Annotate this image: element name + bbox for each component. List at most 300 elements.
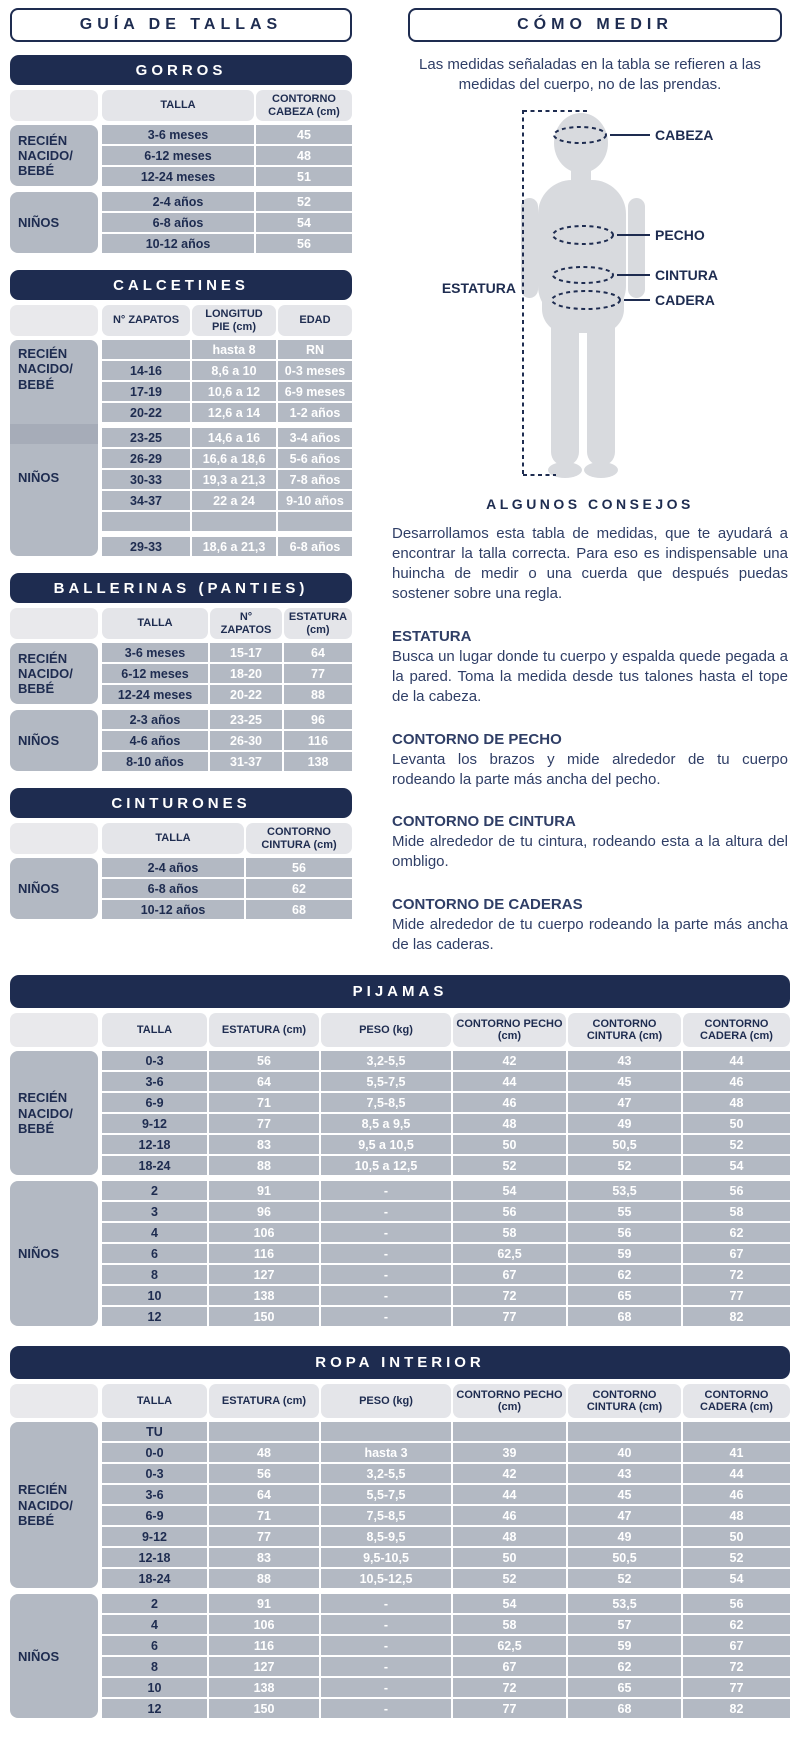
table-header-row (10, 1013, 790, 1047)
section-header: PIJAMAS (10, 975, 790, 1008)
table-cell: 29-33 (102, 537, 190, 556)
group-label: RECIÉN NACIDO/ BEBÉ (10, 1422, 98, 1588)
column-header: TALLA (102, 608, 208, 639)
column-header: CONTORNO PECHO (cm) (453, 1013, 566, 1047)
header-cells (102, 1384, 790, 1418)
table-cell: 67 (453, 1265, 566, 1284)
table-body (10, 1051, 790, 1326)
table-row (102, 1548, 790, 1567)
table-cell: 2-4 años (102, 192, 254, 211)
cabeza-label: CABEZA (655, 127, 714, 143)
table-cell: 5,5-7,5 (321, 1072, 451, 1091)
table-cell: 2-3 años (102, 710, 208, 729)
tips-block (390, 496, 790, 955)
table-cell: 6 (102, 1244, 207, 1263)
table-rows-column (102, 340, 352, 556)
table-cell: 116 (284, 731, 352, 750)
column-header: ESTATURA (cm) (209, 1384, 319, 1418)
table-cell: 23-25 (102, 428, 190, 447)
tips-title: ALGUNOS CONSEJOS (486, 496, 694, 512)
section-header: GORROS (10, 55, 352, 85)
column-header: CONTORNO CADERA (cm) (683, 1013, 790, 1047)
table-row (102, 491, 352, 510)
table-cell: 7,5-8,5 (321, 1093, 451, 1112)
column-header: N° ZAPATOS (210, 608, 282, 639)
table-header-row (10, 1384, 790, 1418)
column-header: LONGITUD PIE (cm) (192, 305, 276, 336)
table-cell: - (321, 1657, 451, 1676)
table-cell: 3 (102, 1202, 207, 1221)
table-row (102, 537, 352, 556)
table-cell: 10 (102, 1286, 207, 1305)
table-cell: 77 (683, 1286, 790, 1305)
table-row (102, 1527, 790, 1546)
column-header: TALLA (102, 1013, 207, 1047)
table-cell: 18-24 (102, 1569, 207, 1588)
table-cell: 47 (568, 1093, 681, 1112)
table-cell: 50 (453, 1135, 566, 1154)
table-row (102, 664, 352, 683)
table-cell: 12 (102, 1699, 207, 1718)
header-cells (102, 1013, 790, 1047)
table-cell: 6-9 (102, 1093, 207, 1112)
table-cell: 5-6 años (278, 449, 352, 468)
right-column (390, 8, 790, 955)
table-cell: 77 (209, 1114, 319, 1133)
how-to-measure-title: CÓMO MEDIR (408, 8, 782, 42)
table-row (102, 1114, 790, 1133)
cintura-label: CINTURA (655, 267, 718, 283)
table-row (102, 361, 352, 380)
table-cell: 57 (568, 1615, 681, 1634)
table-cell: 39 (453, 1443, 566, 1462)
table-cell: 58 (453, 1615, 566, 1634)
tip-text: Levanta los brazos y mide alrededor de tu cuerpo rodeando la parte más ancha del pecho. (392, 750, 788, 788)
table-cell: 54 (453, 1181, 566, 1200)
header-spacer (10, 90, 98, 121)
table-row (102, 213, 352, 232)
table-row (102, 1223, 790, 1242)
table-cell: 62,5 (453, 1244, 566, 1263)
group-label: NIÑOS (10, 858, 98, 919)
table-cell: 150 (209, 1307, 319, 1326)
table-cell: 26-30 (210, 731, 282, 750)
table-row (102, 1307, 790, 1326)
column-header: CONTORNO CINTURA (cm) (568, 1013, 681, 1047)
table-cell: 9-10 años (278, 491, 352, 510)
table-cell: 50 (453, 1548, 566, 1567)
table-cell: 127 (209, 1657, 319, 1676)
table-cell: 44 (683, 1464, 790, 1483)
table-cell: 2 (102, 1594, 207, 1613)
table-row (102, 512, 352, 531)
table-cell: 7,5-8,5 (321, 1506, 451, 1525)
table-cell: 6-8 años (278, 537, 352, 556)
table-row (102, 1464, 790, 1483)
table-cell: 10-12 años (102, 234, 254, 253)
table-cell: 150 (209, 1699, 319, 1718)
column-header: CONTORNO CABEZA (cm) (256, 90, 352, 121)
table-row (102, 879, 352, 898)
table-cell: 3-4 años (278, 428, 352, 447)
table-row (102, 340, 352, 359)
table-cell: - (321, 1699, 451, 1718)
table-cell: 43 (568, 1051, 681, 1070)
table-cell: 62,5 (453, 1636, 566, 1655)
table-row (102, 1506, 790, 1525)
left-column (10, 8, 352, 955)
table-row (102, 1422, 790, 1441)
measure-sections (390, 628, 790, 955)
table-ropa (10, 1346, 790, 1718)
table-cell: 56 (683, 1181, 790, 1200)
table-row (102, 167, 352, 186)
table-cell: 58 (683, 1202, 790, 1221)
row-block (102, 1181, 790, 1326)
section-header: ROPA INTERIOR (10, 1346, 790, 1379)
table-cell: 10 (102, 1678, 207, 1697)
group-label-joined (10, 340, 98, 556)
table-cell: 12 (102, 1307, 207, 1326)
table-cell: 96 (284, 710, 352, 729)
table-cell: 50 (683, 1527, 790, 1546)
table-row (102, 192, 352, 211)
header-spacer (10, 1013, 98, 1047)
column-header: CONTORNO PECHO (cm) (453, 1384, 566, 1418)
tip-text: Busca un lugar donde tu cuerpo y espalda quede pegada a la pared. Toma la medida desde tus talones hasta el tope de la cabeza. (392, 647, 788, 705)
cadera-label: CADERA (655, 292, 715, 308)
header-cells (102, 823, 352, 854)
group-label: NIÑOS (10, 1594, 98, 1718)
header-spacer (10, 1384, 98, 1418)
table-cell: 48 (256, 146, 352, 165)
table-cell: 67 (453, 1657, 566, 1676)
table-row (102, 1072, 790, 1091)
table-cell: 46 (683, 1485, 790, 1504)
table-cell: 72 (453, 1286, 566, 1305)
estatura-label: ESTATURA (441, 280, 516, 296)
table-cell: 52 (683, 1135, 790, 1154)
table-group (10, 858, 352, 919)
table-cell: 48 (209, 1443, 319, 1462)
full-tables (10, 975, 790, 1718)
table-cell: 53,5 (568, 1181, 681, 1200)
table-cell: 42 (453, 1051, 566, 1070)
table-cell: 52 (256, 192, 352, 211)
column-header: CONTORNO CADERA (cm) (683, 1384, 790, 1418)
table-cell: 56 (568, 1223, 681, 1242)
table-cell: 4 (102, 1223, 207, 1242)
table-cell: 8 (102, 1657, 207, 1676)
table-row (102, 710, 352, 729)
table-cell: 8 (102, 1265, 207, 1284)
table-header-row (10, 608, 352, 639)
tips-intro: Desarrollamos esta tabla de medidas, que te ayudará a encontrar la talla correcta. Para eso es indispensable una huincha de medir o una cuerda que después puedas sostener sobre una regla. (392, 525, 788, 602)
table-cell: 54 (256, 213, 352, 232)
table-cell: 116 (209, 1244, 319, 1263)
table-cell: 41 (683, 1443, 790, 1462)
table-cell: 15-17 (210, 643, 282, 662)
table-cell: - (321, 1202, 451, 1221)
table-cell: 88 (209, 1569, 319, 1588)
table-cell: 44 (453, 1485, 566, 1504)
label-stripe (10, 424, 98, 444)
table-cell: 31-37 (210, 752, 282, 771)
table-cell (453, 1422, 566, 1441)
table-cell: 50,5 (568, 1548, 681, 1567)
table-cell: 62 (683, 1223, 790, 1242)
group-label: NIÑOS (18, 470, 60, 485)
table-cell: 72 (453, 1678, 566, 1697)
table-row (102, 752, 352, 771)
table-cell: 91 (209, 1181, 319, 1200)
table-cell: 127 (209, 1265, 319, 1284)
table-cell: 91 (209, 1594, 319, 1613)
table-cell: 62 (683, 1615, 790, 1634)
row-block (102, 643, 352, 704)
table-body (10, 340, 352, 556)
table-cell: 88 (284, 685, 352, 704)
table-cell: 47 (568, 1506, 681, 1525)
table-cell: 116 (209, 1636, 319, 1655)
table-row (102, 1135, 790, 1154)
table-row (102, 382, 352, 401)
group-label: NIÑOS (10, 1181, 98, 1326)
table-row (102, 1051, 790, 1070)
table-cell: 14-16 (102, 361, 190, 380)
table-cell: 77 (683, 1678, 790, 1697)
table-cell: 56 (683, 1594, 790, 1613)
table-cell: 52 (453, 1569, 566, 1588)
column-header: TALLA (102, 823, 244, 854)
table-cell: 53,5 (568, 1594, 681, 1613)
table-cell: 14,6 a 16 (192, 428, 276, 447)
table-cell: 40 (568, 1443, 681, 1462)
table-cell: 3,2-5,5 (321, 1464, 451, 1483)
table-row (102, 1202, 790, 1221)
row-block (102, 1594, 790, 1718)
table-cell (321, 1422, 451, 1441)
table-cell: 71 (209, 1093, 319, 1112)
header-spacer (10, 823, 98, 854)
table-header-row (10, 305, 352, 336)
table-cell: 56 (256, 234, 352, 253)
column-header: TALLA (102, 90, 254, 121)
column-header: PESO (kg) (321, 1013, 451, 1047)
table-cell: 9-12 (102, 1527, 207, 1546)
table-cell: 65 (568, 1286, 681, 1305)
table-cell: 56 (246, 858, 352, 877)
table-cell: 56 (453, 1202, 566, 1221)
table-cell: 54 (683, 1569, 790, 1588)
group-label: RECIÉN NACIDO/ BEBÉ (10, 643, 98, 704)
table-cell: 9,5-10,5 (321, 1548, 451, 1567)
table-cell: 6-9 (102, 1506, 207, 1525)
table-cell: 23-25 (210, 710, 282, 729)
table-cell: 12,6 a 14 (192, 403, 276, 422)
table-cell: - (321, 1286, 451, 1305)
table-row (102, 1699, 790, 1718)
table-cell: 3-6 meses (102, 125, 254, 144)
table-row (102, 1244, 790, 1263)
table-cell (278, 512, 352, 531)
table-row (102, 1286, 790, 1305)
table-row (102, 1569, 790, 1588)
table-cell: 65 (568, 1678, 681, 1697)
table-cell: 18-20 (210, 664, 282, 683)
table-cell: 138 (284, 752, 352, 771)
table-cell: 82 (683, 1307, 790, 1326)
table-cell: 77 (453, 1307, 566, 1326)
table-cell: 6-8 años (102, 879, 244, 898)
header-spacer (10, 608, 98, 639)
table-row (102, 1636, 790, 1655)
table-cell: 59 (568, 1636, 681, 1655)
table-cell: - (321, 1636, 451, 1655)
table-cell: 2 (102, 1181, 207, 1200)
table-cell: hasta 8 (192, 340, 276, 359)
table-header-row (10, 823, 352, 854)
table-cell: 138 (209, 1286, 319, 1305)
table-cell: 49 (568, 1114, 681, 1133)
table-row (102, 1443, 790, 1462)
row-block (102, 340, 352, 422)
table-cell: 8,6 a 10 (192, 361, 276, 380)
table-cell: 48 (453, 1114, 566, 1133)
table-group (10, 1051, 790, 1175)
table-cell: 83 (209, 1135, 319, 1154)
table-cell: 58 (453, 1223, 566, 1242)
group-label: RECIÉN NACIDO/ BEBÉ (10, 1051, 98, 1175)
section-header: BALLERINAS (PANTIES) (10, 573, 352, 603)
pecho-label: PECHO (655, 227, 705, 243)
table-cell: 77 (209, 1527, 319, 1546)
table-cell: 10,6 a 12 (192, 382, 276, 401)
table-cell: 48 (683, 1506, 790, 1525)
row-block (102, 192, 352, 253)
table-cell: 77 (453, 1699, 566, 1718)
column-header: ESTATURA (cm) (284, 608, 352, 639)
table-cell: 52 (453, 1156, 566, 1175)
table-cell: 4-6 años (102, 731, 208, 750)
table-cell: 7-8 años (278, 470, 352, 489)
table-row (102, 449, 352, 468)
table-cell: 43 (568, 1464, 681, 1483)
table-cell: 18,6 a 21,3 (192, 537, 276, 556)
row-block (102, 125, 352, 186)
column-header: N° ZAPATOS (102, 305, 190, 336)
table-cell: 44 (453, 1072, 566, 1091)
table-cell: 30-33 (102, 470, 190, 489)
child-silhouette (521, 113, 645, 478)
table-cell: 55 (568, 1202, 681, 1221)
row-block (102, 1422, 790, 1588)
table-cell: 10,5 a 12,5 (321, 1156, 451, 1175)
table-cell: 17-19 (102, 382, 190, 401)
table-cell: 62 (568, 1657, 681, 1676)
table-cell: hasta 3 (321, 1443, 451, 1462)
table-cell: 54 (683, 1156, 790, 1175)
table-cell (568, 1422, 681, 1441)
group-label: NIÑOS (10, 192, 98, 253)
table-cell: 46 (683, 1072, 790, 1091)
table-row (102, 1181, 790, 1200)
table-cell: 64 (209, 1072, 319, 1091)
table-cell: 64 (284, 643, 352, 662)
section-header: CINTURONES (10, 788, 352, 818)
table-cell: 44 (683, 1051, 790, 1070)
table-cell: 10,5-12,5 (321, 1569, 451, 1588)
table-cell: 62 (568, 1265, 681, 1284)
table-body (10, 125, 352, 253)
table-cell: 45 (568, 1485, 681, 1504)
table-group (10, 643, 352, 704)
table-cell: 51 (256, 167, 352, 186)
table-row (102, 1485, 790, 1504)
table-row (102, 643, 352, 662)
table-cell: 5,5-7,5 (321, 1485, 451, 1504)
table-cell: 0-3 (102, 1464, 207, 1483)
table-cell: 0-0 (102, 1443, 207, 1462)
table-cell: 59 (568, 1244, 681, 1263)
table-cell: 48 (683, 1093, 790, 1112)
table-cell: 45 (568, 1072, 681, 1091)
table-cell: 64 (209, 1485, 319, 1504)
table-cell: 106 (209, 1223, 319, 1242)
header-cells (102, 608, 352, 639)
table-cell: - (321, 1223, 451, 1242)
row-block (102, 710, 352, 771)
table-row (102, 1615, 790, 1634)
table-row (102, 125, 352, 144)
table-cell: 72 (683, 1265, 790, 1284)
table-cell (102, 340, 190, 359)
table-cell: 68 (568, 1307, 681, 1326)
table-cell: - (321, 1265, 451, 1284)
table-row (102, 1678, 790, 1697)
table-cell: 12-18 (102, 1548, 207, 1567)
table-cell: 22 a 24 (192, 491, 276, 510)
table-row (102, 731, 352, 750)
table-cell: 20-22 (210, 685, 282, 704)
table-header-row (10, 90, 352, 121)
group-label: RECIÉN NACIDO/ BEBÉ (18, 346, 73, 392)
page-title: GUÍA DE TALLAS (10, 8, 352, 42)
table-cell: 19,3 a 21,3 (192, 470, 276, 489)
table-row (102, 234, 352, 253)
table-cell: 67 (683, 1636, 790, 1655)
table-cell: 9,5 a 10,5 (321, 1135, 451, 1154)
column-header: CONTORNO CINTURA (cm) (246, 823, 352, 854)
table-row (102, 403, 352, 422)
table-row (102, 685, 352, 704)
table-cell: 52 (568, 1156, 681, 1175)
table-group (10, 710, 352, 771)
tip-text: Mide alrededor de tu cuerpo rodeando la parte más ancha de las caderas. (392, 916, 788, 954)
column-header: TALLA (102, 1384, 207, 1418)
table-cell: 9-12 (102, 1114, 207, 1133)
table-cell: 8,5 a 9,5 (321, 1114, 451, 1133)
table-cell: 20-22 (102, 403, 190, 422)
table-cell: 1-2 años (278, 403, 352, 422)
table-cell: 46 (453, 1093, 566, 1112)
table-cell: 6-8 años (102, 213, 254, 232)
table-row (102, 1156, 790, 1175)
table-cell: 6-12 meses (102, 146, 254, 165)
table-cell: 0-3 meses (278, 361, 352, 380)
header-cells (102, 305, 352, 336)
table-cell: 50,5 (568, 1135, 681, 1154)
